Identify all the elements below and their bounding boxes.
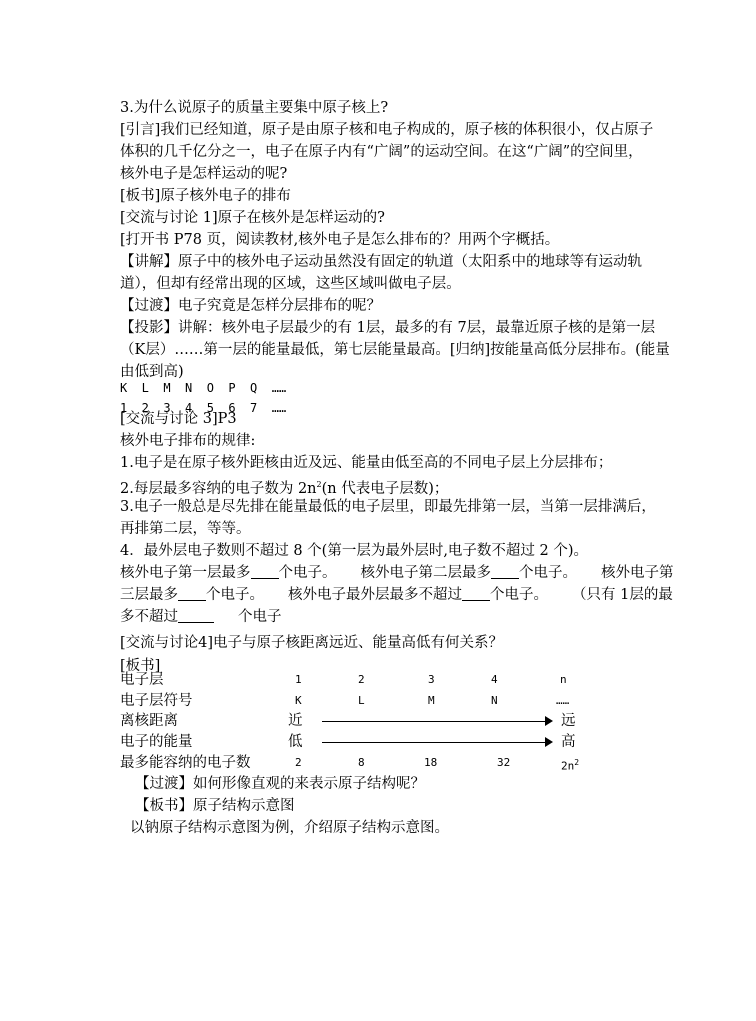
projection-line-3: 由低到高)	[120, 364, 184, 380]
projection-line-2: （K层）……第一层的能量最低，第七层能量最高。[归纳]按能量高低分层排布。(能量	[120, 342, 670, 358]
answer-blank[interactable]	[462, 586, 490, 601]
energy-high: 高	[561, 734, 576, 750]
transition-line: 【过渡】电子究竟是怎样分层排布的呢？	[120, 298, 381, 314]
closing-example: 以钠原子结构示意图为例，介绍原子结构示意图。	[130, 820, 449, 836]
intro-line-3: 核外电子是怎样运动的呢?	[120, 166, 288, 182]
blank-text: 核外电子最外层最多不超过	[288, 587, 462, 603]
capacity-superscript: 2	[574, 758, 580, 767]
energy-low: 低	[288, 734, 303, 750]
rule-2-superscript: 2	[316, 480, 322, 489]
symbol-cell: M	[428, 694, 435, 707]
reading-task: [打开书 P78 页，阅读教材,核外电子是怎么排布的？用两个字概括。	[120, 232, 560, 248]
fill-blank-line-3	[120, 606, 640, 628]
layer-cell: 1	[295, 673, 302, 686]
discussion-3: [交流与讨论 3]P3	[120, 411, 237, 427]
row-label-energy: 电子的能量	[120, 734, 193, 750]
symbol-cell: ……	[556, 694, 570, 707]
discussion-4: [交流与讨论4]电子与原子核距离远近、能量高低有何关系？	[120, 635, 504, 651]
capacity-formula: 2n	[561, 759, 575, 773]
symbol-cell: K	[295, 694, 302, 707]
row-label-symbol: 电子层符号	[120, 693, 193, 709]
board-label: [板书]	[120, 658, 161, 674]
shell-numbers: 1 2 3 4 5 6 7 ……	[120, 401, 287, 415]
layer-cell: 3	[428, 673, 435, 686]
capacity-cell: 8	[358, 756, 365, 769]
rule-1: 1.电子是在原子核外距核由近及远、能量由低至高的不同电子层上分层排布；	[120, 455, 613, 471]
blank-text: 核外电子第一层最多	[120, 565, 251, 581]
explanation-line-1: 【讲解】原子中的核外电子运动虽然没有固定的轨道（太阳系中的地球等有运动轨	[120, 254, 642, 270]
capacity-cell: 32	[497, 756, 511, 769]
answer-blank[interactable]	[178, 608, 214, 623]
blank-text: 个电子。	[519, 565, 577, 581]
rule-3-line-2: 再排第二层，等等。	[120, 521, 251, 537]
answer-blank[interactable]	[178, 586, 206, 601]
blank-text: 三层最多	[120, 587, 178, 603]
intro-line-1: [引言]我们已经知道，原子是由原子核和电子构成的，原子核的体积很小，仅占原子	[120, 122, 654, 138]
energy-arrow-line	[322, 742, 546, 743]
energy-arrowhead	[545, 737, 553, 747]
blank-text: 个电子。	[278, 565, 337, 581]
rule-2-suffix: (n 代表电子层数)；	[321, 480, 449, 497]
row-label-distance: 离核距离	[120, 713, 178, 729]
distance-near: 近	[288, 713, 303, 729]
discussion-1: [交流与讨论 1]原子在核外是怎样运动的?	[120, 210, 385, 226]
layer-cell: 2	[358, 673, 365, 686]
blank-text: （只有 1层的最	[572, 587, 673, 603]
rule-2-prefix: 2.每层最多容纳的电子数为 2n	[120, 480, 317, 497]
closing-transition: 【过渡】如何形像直观的来表示原子结构呢？	[135, 776, 425, 792]
blank-text: 核外电子第二层最多	[360, 565, 491, 581]
board-heading: [板书]原子核外电子的排布	[120, 188, 291, 204]
closing-board: 【板书】原子结构示意图	[135, 798, 295, 814]
question-3: 3.为什么说原子的质量主要集中原子核上?	[120, 100, 389, 116]
blank-text: 个电子。	[490, 587, 548, 603]
rule-4: 4．最外层电子数则不超过 8 个(第一层为最外层时,电子数不超过 2 个)。	[120, 543, 589, 559]
answer-blank[interactable]	[251, 564, 279, 579]
shell-letters: K L M N O P Q ……	[120, 381, 287, 395]
layer-cell: 4	[491, 673, 498, 686]
blank-text: 核外电子第	[601, 565, 674, 581]
answer-blank[interactable]	[491, 564, 519, 579]
projection-line-1: 【投影】讲解：核外电子层最少的有 1层，最多的有 7层，最靠近原子核的是第一层	[120, 320, 656, 336]
distance-arrow-line	[322, 721, 546, 722]
capacity-cell: 18	[424, 756, 438, 769]
capacity-cell: 2	[295, 756, 302, 769]
symbol-cell: N	[491, 694, 498, 707]
row-label-capacity: 最多能容纳的电子数	[120, 755, 251, 771]
blank-text: 个电子	[238, 609, 282, 625]
blank-text: 个电子。	[206, 587, 264, 603]
explanation-line-2: 道），但却有经常出现的区域，这些区域叫做电子层。	[120, 276, 461, 292]
intro-line-2: 体积的几千亿分之一，电子在原子内有“广阔”的运动空间。在这“广阔”的空间里，	[120, 144, 643, 160]
layer-cell: n	[560, 673, 567, 686]
fill-blank-line-1	[120, 562, 674, 584]
distance-far: 远	[561, 713, 576, 729]
row-label-layer: 电子层	[120, 672, 164, 688]
rule-3-line-1: 3.电子一般总是尽先排在能量最低的电子层里，即最先排第一层，当第一层排满后，	[120, 499, 656, 515]
distance-arrowhead	[545, 716, 553, 726]
blank-text: 多不超过	[120, 609, 178, 625]
symbol-cell: L	[358, 694, 365, 707]
fill-blank-line-2	[120, 584, 673, 606]
rules-heading: 核外电子排布的规律:	[120, 433, 256, 449]
